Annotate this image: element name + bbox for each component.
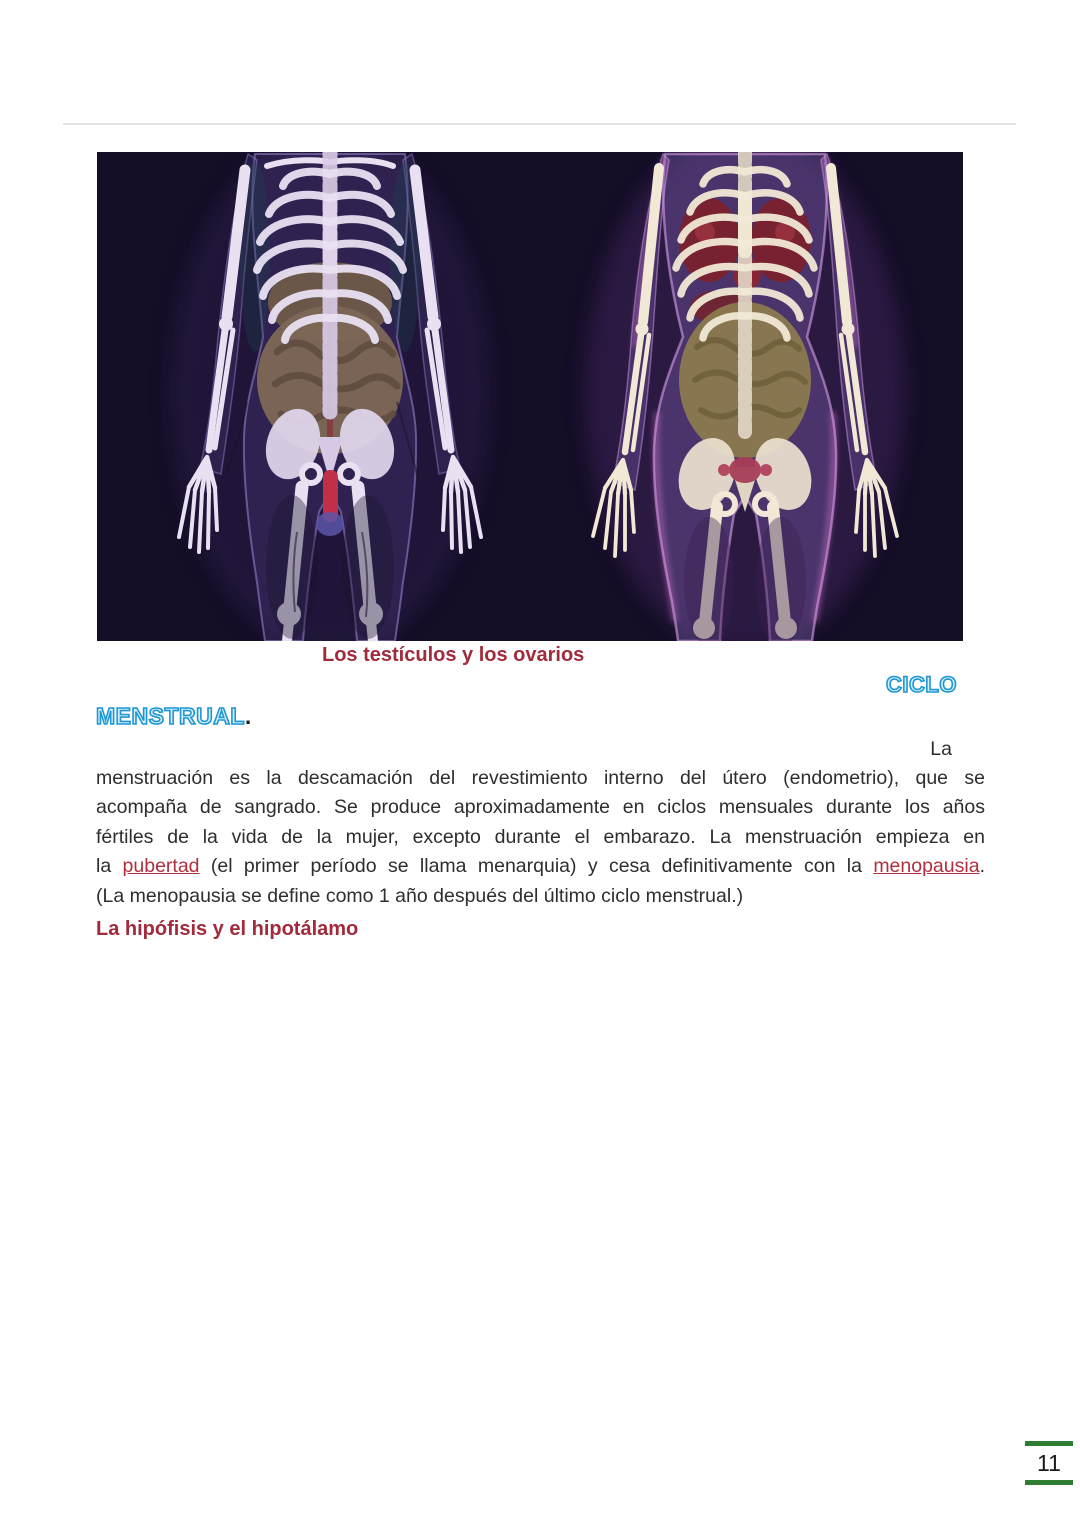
wordart-menstrual: MENSTRUAL [96, 703, 245, 729]
paragraph-line: acompaña de sangrado. Se produce aproximadamente en ciclos mensuales durante los años [96, 796, 985, 819]
female-thigh-shade-left [684, 517, 734, 641]
menopausia-link[interactable]: menopausia [873, 855, 980, 878]
page-number: 11 [1037, 1450, 1061, 1476]
wordart-ciclo: CICLO [886, 672, 957, 697]
paragraph-line: menstruación es la descamación del revestimiento interno del útero (endometrio), que se [96, 767, 985, 789]
page-number-box [1025, 1441, 1073, 1485]
paragraph-lead: La [930, 738, 952, 760]
anatomy-figure [97, 152, 963, 641]
page-number-bottom-bar [1025, 1480, 1073, 1485]
male-thigh-shade-right [342, 495, 394, 639]
paragraph-line [96, 852, 985, 881]
menstrual-cycle-heading-line1 [96, 671, 985, 699]
pubertad-link[interactable]: pubertad [122, 855, 200, 878]
section-divider [63, 123, 1016, 125]
figure-caption: Los testículos y los ovarios [322, 644, 585, 666]
menstrual-cycle-heading-line2 [96, 700, 985, 732]
anatomy-image [97, 152, 963, 641]
wordart-period: . [244, 703, 252, 729]
paragraph-line: (La menopausia se define como 1 año después del último ciclo menstrual.) [96, 884, 744, 907]
paragraph-text: (el primer período se llama menarquia) y cesa definitivamente con la [199, 855, 874, 878]
subheading-hipofisis: La hipófisis y el hipotálamo [96, 918, 359, 940]
paragraph-line: fértiles de la vida de la mujer, excepto durante el embarazo. La menstruación empieza en [96, 825, 985, 848]
menstruation-paragraph [96, 764, 985, 911]
paragraph-text: la [96, 855, 123, 878]
female-thigh-shade-right [756, 517, 806, 641]
male-thigh-shade-left [266, 495, 318, 639]
paragraph-text: . [979, 855, 985, 878]
